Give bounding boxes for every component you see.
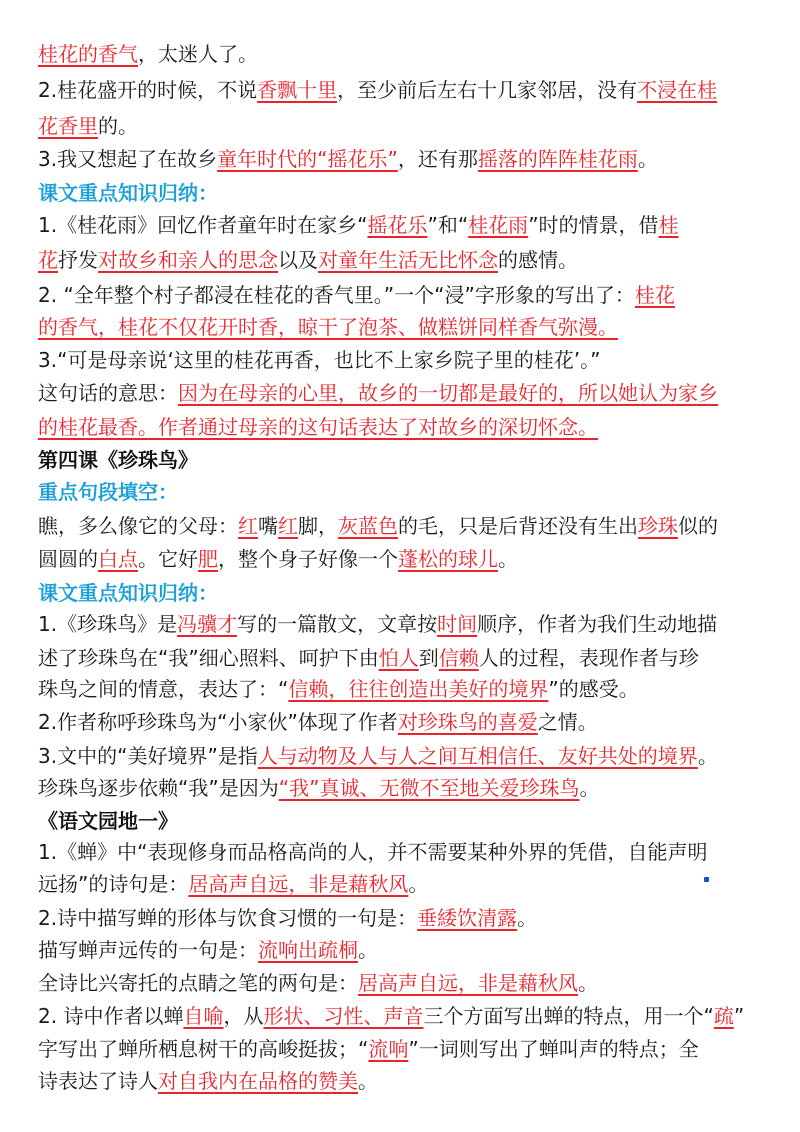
body-text: 描写蝉声远传的一句是： [38,938,258,962]
body-text: 。 [358,938,378,962]
body-text: 珍珠鸟逐步依赖“我”是因为 [38,776,279,800]
text-line [38,775,768,801]
section-heading: 课文重点知识归纳： [38,181,218,205]
body-text: 顺序，作者为我们生动地描 [477,612,718,636]
answer-text: 红 [238,514,258,538]
body-text: 字写出了蝉所栖息树干的高峻挺拔；“ [38,1037,369,1061]
answer-text: 灰蓝色 [338,514,398,538]
answer-text: 白点 [98,547,138,571]
text-line [38,513,768,539]
text-line [38,645,768,671]
body-text: 之情。 [537,710,598,734]
answer-text: 桂花雨 [468,213,529,237]
text-line [38,905,768,931]
body-text: 嘴 [258,514,278,538]
body-text: 诗表达了诗人 [38,1069,158,1093]
text-line [38,970,768,996]
text-line [38,808,768,834]
answer-text: 肥 [198,547,218,571]
body-text: 3.文中的“美好境界”是指 [38,744,258,768]
body-text: 。它好 [138,547,198,571]
body-text: 人的过程，表现作者与珍 [478,646,699,670]
body-text: 珠鸟之间的情意，表达了：“ [38,677,289,701]
answer-text: 桂 [658,213,679,237]
body-text: 。 [697,744,718,768]
answer-text: 桂花 [634,283,675,307]
text-line [38,709,768,735]
answer-text: 居高声自远，非是藉秋风 [358,971,578,995]
body-text: ”一词则写出了蝉叫声的特点；全 [408,1037,699,1061]
text-line [38,871,768,897]
answer-text: 对珍珠鸟的喜爱 [397,710,538,734]
text-line [38,676,768,702]
answer-text: 形状、习性、声音 [263,1004,424,1028]
body-text: 1.《珍珠鸟》是 [38,612,178,636]
answer-text: 居高声自远，非是藉秋风 [188,872,409,896]
body-text: 1.《蝉》中“表现修身而品格高尚的人，并不需要某种外界的凭借，自能声明 [38,840,708,864]
body-text: ”和“ [427,213,469,237]
section-heading: 课文重点知识归纳： [38,581,218,605]
text-line [38,314,768,340]
text-line [38,380,768,406]
lesson-heading: 《语文园地一》 [38,809,178,833]
body-text: 圆圆的 [38,547,98,571]
answer-text: 信赖，往往创造出美好的境界 [288,677,549,701]
body-text: ”的感受。 [548,677,639,701]
answer-text: 童年时代的“摇花乐” [217,147,398,171]
text-line [38,113,768,139]
text-line [38,180,768,206]
answer-text: 疏 [713,1004,734,1028]
body-text: 。 [578,971,598,995]
text-line [38,282,768,308]
text-line [38,212,768,238]
answer-text: 对自我内在品格的赞美 [158,1069,358,1093]
body-text: 。 [408,872,429,896]
text-line [38,743,768,769]
ink-dot [704,877,709,882]
answer-text: 花香里 [38,114,98,138]
body-text: 到 [418,646,439,670]
body-text: 三个方面写出蝉的特点，用一个“ [423,1004,714,1028]
text-line [38,546,768,572]
body-text: 2.作者称呼珍珠鸟为“小家伙”体现了作者 [38,710,398,734]
body-text: 的感情。 [498,248,578,272]
answer-text: 的桂花最香。作者通过母亲的这句话表达了对故乡的深切怀念。 [38,415,598,439]
answer-text: 流响 [368,1037,409,1061]
body-text: ，还有那 [397,147,478,171]
text-line [38,479,768,505]
text-line [38,41,768,67]
answer-text: 桂花的香气 [38,42,138,66]
text-line [38,1068,768,1094]
answer-text: 时间 [437,612,478,636]
text-line [38,247,768,273]
answer-text: 怕人 [378,646,419,670]
body-text: 瞧，多么像它的父母： [38,514,238,538]
answer-text: 红 [278,514,298,538]
body-text: 3.“可是母亲说‘这里的桂花再香，也比不上家乡院子里的桂花’。” [38,348,601,372]
body-text: 的毛，只是后背还没有生出 [398,514,638,538]
body-text: 的。 [98,114,138,138]
answer-text: 对童年生活无比怀念 [318,248,498,272]
section-heading: 重点句段填空： [38,480,178,504]
body-text: 2. 诗中作者以蝉 [38,1004,184,1028]
body-text: 脚， [298,514,338,538]
body-text: 。 [637,147,658,171]
body-text: ，至少前后左右十几家邻居，没有 [337,78,638,102]
text-line [38,77,768,103]
answer-text: 流响出疏桐 [258,938,358,962]
text-line [38,414,768,440]
text-line [38,347,768,373]
answer-text: 香飘十里 [257,78,338,102]
answer-text: 对故乡和亲人的思念 [98,248,278,272]
lesson-heading: 第四课《珍珠鸟》 [38,448,198,472]
body-text: 。 [517,906,538,930]
body-text: 。 [358,1069,378,1093]
body-text: ，整个身子好像一个 [218,547,398,571]
body-text: 以及 [278,248,318,272]
answer-text: 蓬松的球儿 [398,547,498,571]
answer-text: 因为在母亲的心里，故乡的一切都是最好的，所以她认为家乡 [178,381,718,405]
body-text: 3.我又想起了在故乡 [38,147,218,171]
body-text: 全诗比兴寄托的点睛之笔的两句是： [38,971,358,995]
body-text: 这句话的意思： [38,381,178,405]
answer-text: 花 [38,248,58,272]
text-line [38,146,768,172]
text-line [38,447,768,473]
answer-text: “我”真诚、无微不至地关爱珍珠鸟 [278,776,580,800]
text-line [38,1003,768,1029]
answer-text: 摇花乐 [367,213,428,237]
body-text: ” [733,1004,745,1028]
body-text: 。 [579,776,600,800]
body-text: 2.桂花盛开的时候，不说 [38,78,258,102]
answer-text: 自喻 [183,1004,224,1028]
text-line [38,580,768,606]
answer-text: 珍珠 [638,514,678,538]
body-text: 写的一篇散文，文章按 [237,612,438,636]
body-text: ，从 [223,1004,264,1028]
body-text: 远扬”的诗句是： [38,872,189,896]
answer-text: 信赖 [438,646,479,670]
body-text: 抒发 [58,248,98,272]
answer-text: 摇落的阵阵桂花雨 [477,147,638,171]
answer-text: 的香气，桂花不仅花开时香，晾干了泡茶、做糕饼同样香气弥漫。 [38,315,618,339]
answer-text: 不浸在桂 [637,78,718,102]
body-text: 述了珍珠鸟在“我”细心照料、呵护下由 [38,646,379,670]
answer-text: 垂緌饮清露 [417,906,518,930]
body-text: ”时的情景，借 [528,213,659,237]
body-text: 似的 [678,514,718,538]
body-text: 1.《桂花雨》回忆作者童年时在家乡“ [38,213,368,237]
answer-text: 冯骥才 [177,612,238,636]
body-text: 。 [498,547,518,571]
text-line [38,611,768,637]
body-text: ，太迷人了。 [138,42,258,66]
text-line [38,1036,768,1062]
text-line [38,839,768,865]
body-text: 2.诗中描写蝉的形体与饮食习惯的一句是： [38,906,418,930]
body-text: 2. “全年整个村子都浸在桂花的香气里。”一个“浸”字形象的写出了： [38,283,635,307]
text-line [38,937,768,963]
answer-text: 人与动物及人与人之间互相信任、友好共处的境界 [257,744,698,768]
